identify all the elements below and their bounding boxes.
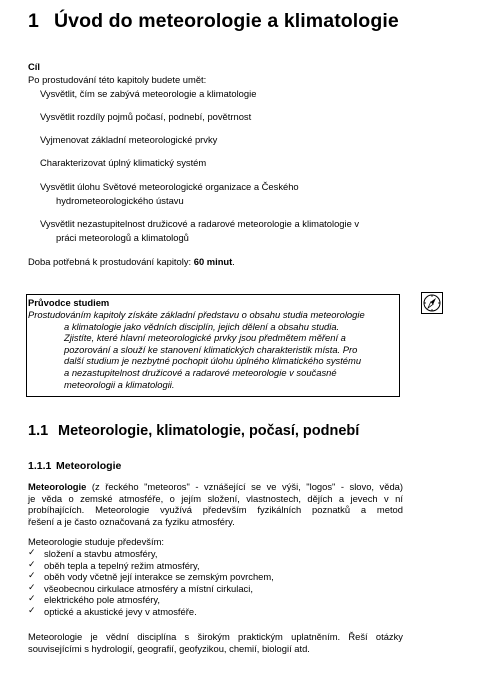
- goal-item: [40, 133, 404, 147]
- check-icon: ✓: [28, 559, 36, 570]
- study-time: [28, 256, 235, 268]
- studies-list: [28, 548, 408, 618]
- subsection-number: 1.1.1: [28, 460, 52, 472]
- check-icon: ✓: [28, 605, 36, 616]
- check-icon: ✓: [28, 582, 36, 593]
- chapter-title: Úvod do meteorologie a klimatologie: [54, 10, 399, 32]
- list-item-text: všeobecnou cirkulace atmosféry a místní cirkulaci,: [44, 582, 253, 594]
- closing-line: souvisejícími s hydrologií, geografií, geofyzikou, chemií, biologií atd.: [28, 642, 310, 654]
- guide-line: Zjistíte, které hlavní meteorologické prvky jsou předmětem měření a: [64, 332, 346, 344]
- goal-text-continued: hydrometeorologického ústavu: [56, 194, 184, 206]
- subsection-title: Meteorologie: [56, 460, 122, 472]
- definition-paragraph: [28, 481, 403, 527]
- goal-item: [40, 180, 404, 207]
- section-heading: [28, 423, 359, 439]
- section-title: Meteorologie, klimatologie, počasí, podnebí: [58, 423, 360, 439]
- check-icon: ✓: [28, 594, 36, 605]
- goal-text: Vysvětlit, čím se zabývá meteorologie a klimatologie: [40, 88, 257, 99]
- list-item-text: oběh vody včetně její interakce se zemským povrchem,: [44, 571, 274, 583]
- definition-term: Meteorologie: [28, 481, 87, 492]
- list-item: [28, 548, 408, 560]
- goal-text-continued: práci meteorologů a klimatologů: [56, 231, 189, 243]
- goal-item: [40, 110, 404, 124]
- goal-text: Vysvětlit nezastupitelnost družicové a radarové meteorologie a klimatologie v: [40, 218, 360, 229]
- check-icon: ✓: [28, 548, 36, 558]
- list-item-text: oběh tepla a tepelný režim atmosféry,: [44, 559, 200, 571]
- guide-line: a nezastupitelnost družicové a radarové meteorologie v současné: [64, 366, 337, 378]
- subsection-heading: [28, 460, 121, 472]
- guide-line: pozorování a slouží ke stanovení klimatických charakteristik místa. Pro: [64, 343, 358, 355]
- study-time-value: 60 minut: [193, 256, 233, 267]
- guide-line: Prostudováním kapitoly získáte základní představu o obsahu studia meteorologie: [28, 309, 365, 320]
- goals-intro: Po prostudování této kapitoly budete umět:: [28, 74, 207, 85]
- list-item-text: optické a akustické jevy v atmosféře.: [44, 605, 197, 617]
- goal-item: [40, 156, 404, 170]
- goal-text: Vysvětlit rozdíly pojmů počasí, podnebí, povětrnost: [40, 111, 252, 122]
- list-item: [28, 571, 408, 583]
- goal-item: [40, 87, 404, 101]
- definition-line: je věda o zemské atmosféře, o jejím složení, vlastnostech, dějích a jevech v ní: [28, 492, 403, 504]
- guide-line: a klimatologie jako vědních disciplín, jejich dělení a obsahu studia.: [64, 320, 340, 332]
- list-item-text: složení a stavbu atmosféry,: [44, 548, 158, 559]
- chapter-heading: [28, 10, 399, 33]
- guide-line: meteorologii a klimatologii.: [64, 378, 175, 390]
- study-guide-title: Průvodce studiem: [28, 297, 110, 308]
- list-item: [28, 560, 408, 572]
- list-item: [28, 594, 408, 606]
- list-item: [28, 583, 408, 595]
- study-time-label: Doba potřebná k prostudování kapitoly:: [28, 256, 192, 267]
- compass-icon: [421, 292, 443, 314]
- definition-line: řešení a je často označovaná za fyziku atmosféry.: [28, 515, 235, 527]
- list-item: [28, 606, 408, 618]
- definition-line: (z řeckého "meteoros" - vznášející se ve výši, "logos" - slovo, věda): [86, 481, 403, 492]
- study-guide-text: [28, 309, 394, 390]
- chapter-number: 1: [28, 10, 39, 32]
- goal-item: [40, 217, 404, 244]
- goal-text: Vyjmenovat základní meteorologické prvky: [40, 134, 218, 145]
- definition-line: probíhajících. Meteorologie využívá především fyzikálních poznatků a metod: [28, 504, 403, 516]
- list-item-text: elektrického pole atmosféry,: [44, 594, 161, 606]
- closing-paragraph: [28, 631, 403, 654]
- check-icon: ✓: [28, 571, 36, 582]
- section-number: 1.1: [28, 423, 49, 439]
- guide-line: další studium je nezbytné pochopit úlohu úplného klimatického systému: [64, 355, 362, 367]
- goal-text: Vysvětlit úlohu Světové meteorologické organizace a Českého: [40, 181, 299, 192]
- closing-line: Meteorologie je vědní disciplína s širokým praktickým uplatněním. Řeší otázky: [28, 631, 403, 642]
- goal-text: Charakterizovat úplný klimatický systém: [40, 157, 207, 168]
- goals-heading: Cíl: [28, 61, 40, 72]
- studies-intro: Meteorologie studuje především:: [28, 536, 165, 547]
- study-time-end: .: [232, 256, 235, 267]
